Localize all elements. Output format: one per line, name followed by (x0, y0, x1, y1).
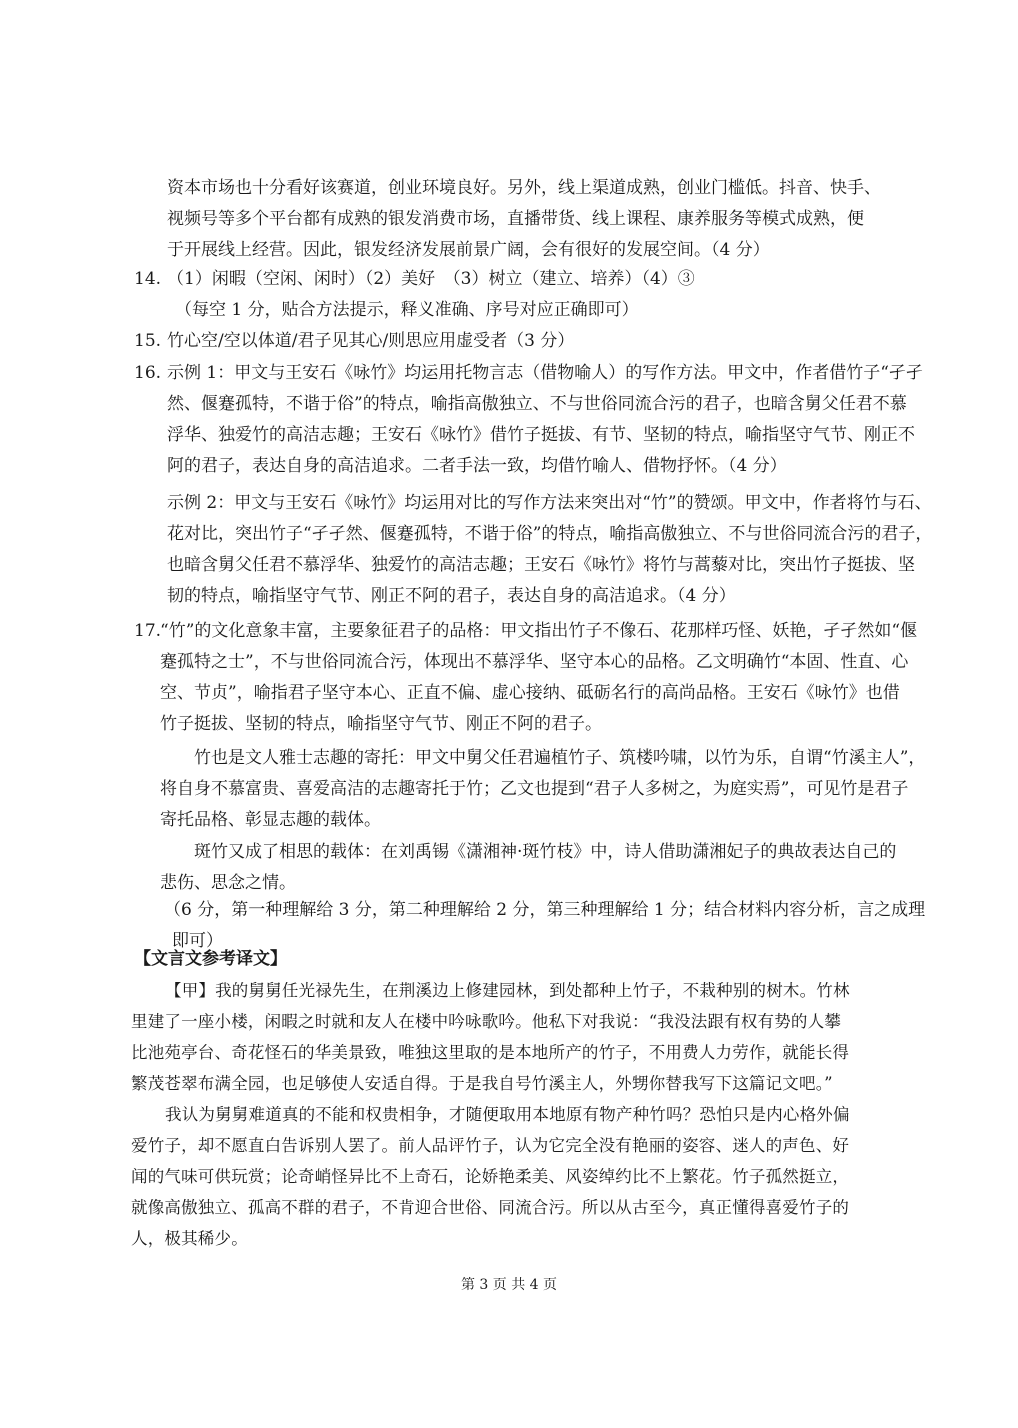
q15-number: 15. (134, 331, 162, 351)
q14-number: 14. (134, 269, 162, 289)
translation-heading: 【文言文参考译文】 (134, 949, 287, 969)
q15-answer (167, 326, 574, 357)
q13-line: 视频号等多个平台都有成熟的银发消费市场，直播带货、线上课程、康养服务等模式成熟，便 (167, 209, 864, 229)
translation-line: 我认为舅舅难道真的不能和权贵相争，才随便取用本地原有物产种竹吗？恐怕只是内心格外偏 (165, 1105, 850, 1124)
translation-line: 里建了一座小楼，闲暇之时就和友人在楼中吟咏歌吟。他私下对我说：“我没法跟有权有势的人攀 (131, 1012, 842, 1031)
q15-line: 竹心空/空以体道/君子见其心/则思应用虚受者（3 分） (167, 331, 575, 351)
q13-line: 资本市场也十分看好该赛道，创业环境良好。另外，线上渠道成熟，创业门槛低。抖音、快手、 (167, 178, 881, 198)
translation-line: 比池苑亭台、奇花怪石的华美景致，唯独这里取的是本地所产的竹子，不用费人力劳作，就能长得 (131, 1043, 850, 1062)
q17-scoring-line: （6 分，第一种理解给 3 分，第二种理解给 2 分，第三种理解给 1 分；结合材料内容分析，言之成理 (164, 900, 926, 920)
q16-ex1-line: 然、偃蹇孤特，不谐于俗”的特点，喻指高傲独立、不与世俗同流合污的君子，也暗含舅父任君不慕 (167, 394, 907, 414)
page-number-footer: 第 3 页 共 4 页 (460, 1277, 558, 1293)
q14-answer (167, 264, 695, 326)
translation-line: 繁茂苍翠布满全园，也足够使人安适自得。于是我自号竹溪主人，外甥你替我写下这篇记文吧。” (131, 1074, 833, 1093)
translation-line: 人，极其稀少。 (131, 1229, 248, 1248)
q17-para1 (160, 616, 917, 740)
q16-ex1-line: 浮华、独爱竹的高洁志趣；王安石《咏竹》借竹子挺拔、有节、坚韧的特点，喻指坚守气节、刚正不 (167, 425, 915, 445)
q13-tail (167, 173, 881, 266)
translation-para1 (131, 975, 850, 1099)
q17-p2-line: 竹也是文人雅士志趣的寄托：甲文中舅父任君遍植竹子、筑楼吟啸，以竹为乐，自谓“竹溪主人”， (194, 748, 926, 768)
q16-ex2-line: 韧的特点，喻指坚守气节、刚正不阿的君子，表达自身的高洁追求。（4 分） (167, 586, 736, 606)
q16-number: 16. (134, 363, 162, 383)
q16-ex1-line: 示例 1：甲文与王安石《咏竹》均运用托物言志（借物喻人）的写作方法。甲文中，作者借竹子“孑孑 (167, 363, 923, 383)
q16-ex2-line: 也暗含舅父任君不慕浮华、独爱竹的高洁志趣；王安石《咏竹》将竹与蒿藜对比，突出竹子挺拔、坚 (167, 555, 915, 575)
q17-number: 17. (134, 621, 162, 641)
q17-p2-line: 将自身不慕富贵、喜爱高洁的志趣寄托于竹；乙文也提到“君子人多树之，为庭实焉”，可见竹是君子 (160, 779, 909, 799)
translation-line: 【甲】我的舅舅任光禄先生，在荆溪边上修建园林，到处都种上竹子，不栽种别的树木。竹林 (165, 981, 850, 1000)
q17-p1-line: 蹇孤特之士”，不与世俗同流合污，体现出不慕浮华、坚守本心的品格。乙文明确竹“本固、性直、心 (160, 652, 909, 672)
q14-line: （每空 1 分，贴合方法提示，释义准确、序号对应正确即可） (175, 300, 639, 320)
q17-para3 (160, 837, 896, 899)
q17-scoring-line: 即可） (172, 931, 223, 951)
q17-p3-line: 斑竹又成了相思的载体：在刘禹锡《潇湘神·斑竹枝》中，诗人借助潇湘妃子的典故表达自己的 (194, 842, 897, 862)
q16-ex2-line: 花对比，突出竹子“孑孑然、偃蹇孤特，不谐于俗”的特点，喻指高傲独立、不与世俗同流合污的君子， (167, 524, 933, 544)
q16-ex2-line: 示例 2：甲文与王安石《咏竹》均运用对比的写作方法来突出对“竹”的赞颂。甲文中，作者将竹与石、 (167, 493, 932, 513)
q17-p1-line: 空、节贞”，喻指君子坚守本心、正直不偏、虚心接纳、砥砺名行的高尚品格。王安石《咏竹》也借 (160, 683, 900, 703)
q17-p1-line: 竹子挺拔、坚韧的特点，喻指坚守气节、刚正不阿的君子。 (160, 714, 602, 734)
q17-p1-line: “竹”的文化意象丰富，主要象征君子的品格：甲文指出竹子不像石、花那样巧怪、妖艳，孑孑然如“偃 (160, 621, 918, 641)
translation-para2 (131, 1099, 850, 1254)
q16-ex1-line: 阿的君子，表达自身的高洁追求。二者手法一致，均借竹喻人、借物抒怀。（4 分） (167, 456, 787, 476)
q14-line: （1）闲暇（空闲、闲时）（2）美好 （3）树立（建立、培养）（4）③ (167, 269, 695, 289)
q16-example2 (167, 488, 932, 612)
q16-example1 (167, 358, 923, 482)
q17-p2-line: 寄托品格、彰显志趣的载体。 (160, 810, 381, 830)
translation-line: 闻的气味可供玩赏；论奇峭怪异比不上奇石，论娇艳柔美、风姿绰约比不上繁花。竹子孤然挺立， (131, 1167, 850, 1186)
translation-line: 就像高傲独立、孤高不群的君子，不肯迎合世俗、同流合污。所以从古至今，真正懂得喜爱竹子的 (131, 1198, 850, 1217)
translation-line: 爱竹子，却不愿直白告诉别人罢了。前人品评竹子，认为它完全没有艳丽的姿容、迷人的声色、好 (131, 1136, 850, 1155)
q13-line: 于开展线上经营。因此，银发经济发展前景广阔，会有很好的发展空间。（4 分） (167, 240, 770, 260)
q17-para2 (160, 743, 925, 836)
q17-p3-line: 悲伤、思念之情。 (160, 873, 296, 893)
